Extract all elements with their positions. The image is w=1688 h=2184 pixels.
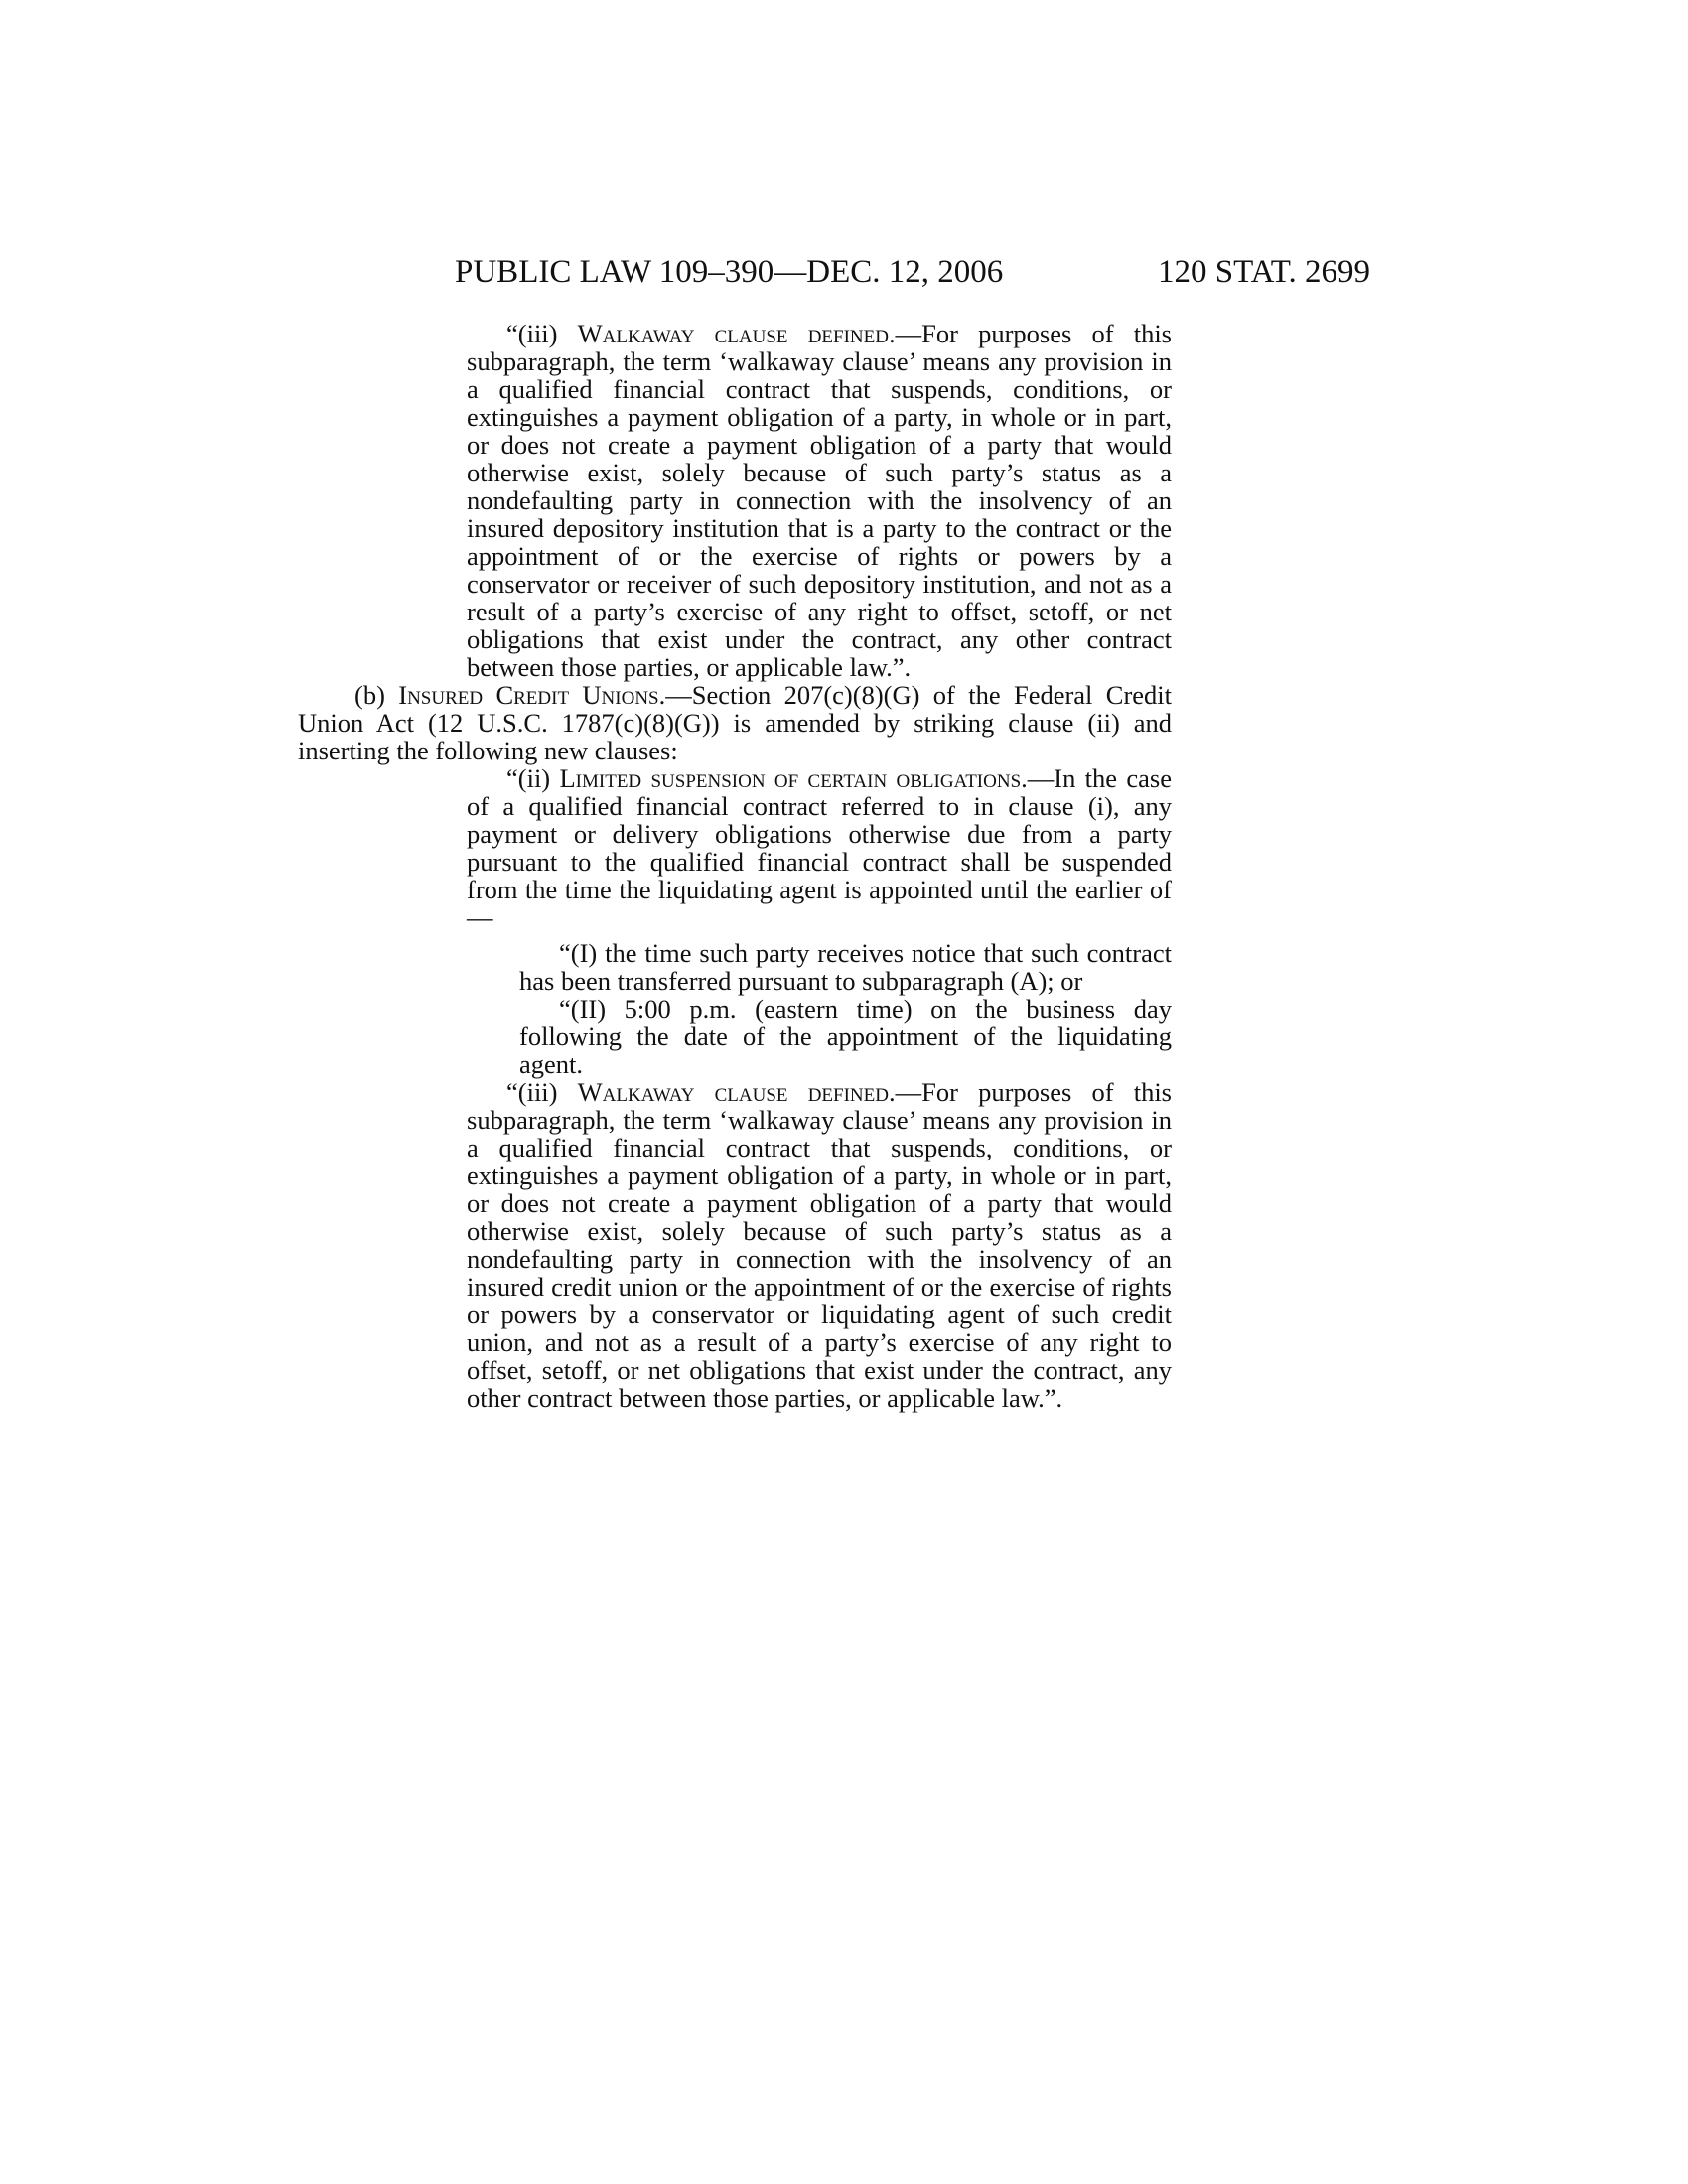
subclause-text: “(II) 5:00 p.m. (eastern time) on the business day following the date of the appointment of the liquidating agent. xyxy=(519,994,1172,1079)
subsection-heading: Insured Credit Unions xyxy=(398,680,659,710)
clause-lead: “(iii) xyxy=(506,319,578,348)
clause-iii-walkaway-depository xyxy=(298,320,1172,681)
subsection-lead: (b) xyxy=(354,680,399,710)
subsection-b-insured-credit-unions xyxy=(298,681,1172,764)
subclause-text: “(I) the time such party receives notice that such contract has been transferred pursuant to subparagraph (A); or xyxy=(519,938,1172,996)
clause-text: .—For purposes of this subparagraph, the term ‘walkaway clause’ means any provision in a qualified financial contract that suspends, conditions, or extinguishes a payment obligation of a party, in whole or in part, or does not create a payment obligation of a party that would otherwise exist, solely because of such party’s status as a nondefaulting party in connection with the insolvency of an insured depository institution that is a party to the contract or the appointment of or the exercise of rights or powers by a conservator or receiver of such depository institution, and not as a result of a party’s exercise of any right to offset, setoff, or net obligations that exist under the contract, any other contract between those parties, or applicable law.”. xyxy=(467,319,1172,682)
clause-lead: “(ii) xyxy=(506,763,560,793)
statute-text xyxy=(298,320,1172,1412)
clause-ii-limited-suspension xyxy=(298,764,1172,931)
subsection-text: .—Section 207(c)(8)(G) of the Federal Credit Union Act (12 U.S.C. 1787(c)(8)(G)) is amended by striking clause (ii) and inserting the following new clauses: xyxy=(298,680,1173,765)
subclause-I xyxy=(298,939,1172,995)
subclause-II xyxy=(298,995,1172,1078)
clause-heading: Walkaway clause defined xyxy=(577,1077,889,1107)
clause-lead: “(iii) xyxy=(506,1077,578,1107)
running-head-title: PUBLIC LAW 109–390—DEC. 12, 2006 xyxy=(455,254,1004,290)
statute-page-number: 120 STAT. 2699 xyxy=(1157,254,1370,290)
clause-heading: Limited suspension of certain obligations xyxy=(559,763,1022,793)
clause-iii-walkaway-credit-union xyxy=(298,1078,1172,1412)
page-header xyxy=(455,250,1370,294)
clause-text: .—In the case of a qualified financial contract referred to in clause (i), any payment or delivery obligations otherwise due from a party pursuant to the qualified financial contract shall be suspended from the time the liquidating agent is appointed until the earlier of— xyxy=(467,763,1172,932)
clause-text: .—For purposes of this subparagraph, the term ‘walkaway clause’ means any provision in a qualified financial contract that suspends, conditions, or extinguishes a payment obligation of a party, in whole or in part, or does not create a payment obligation of a party that would otherwise exist, solely because of such party’s status as a nondefaulting party in connection with the insolvency of an insured credit union or the appointment of or the exercise of rights or powers by a conservator or liquidating agent of such credit union, and not as a result of a party’s exercise of any right to offset, setoff, or net obligations that exist under the contract, any other contract between those parties, or applicable law.”. xyxy=(467,1077,1172,1413)
clause-heading: Walkaway clause defined xyxy=(577,319,889,348)
